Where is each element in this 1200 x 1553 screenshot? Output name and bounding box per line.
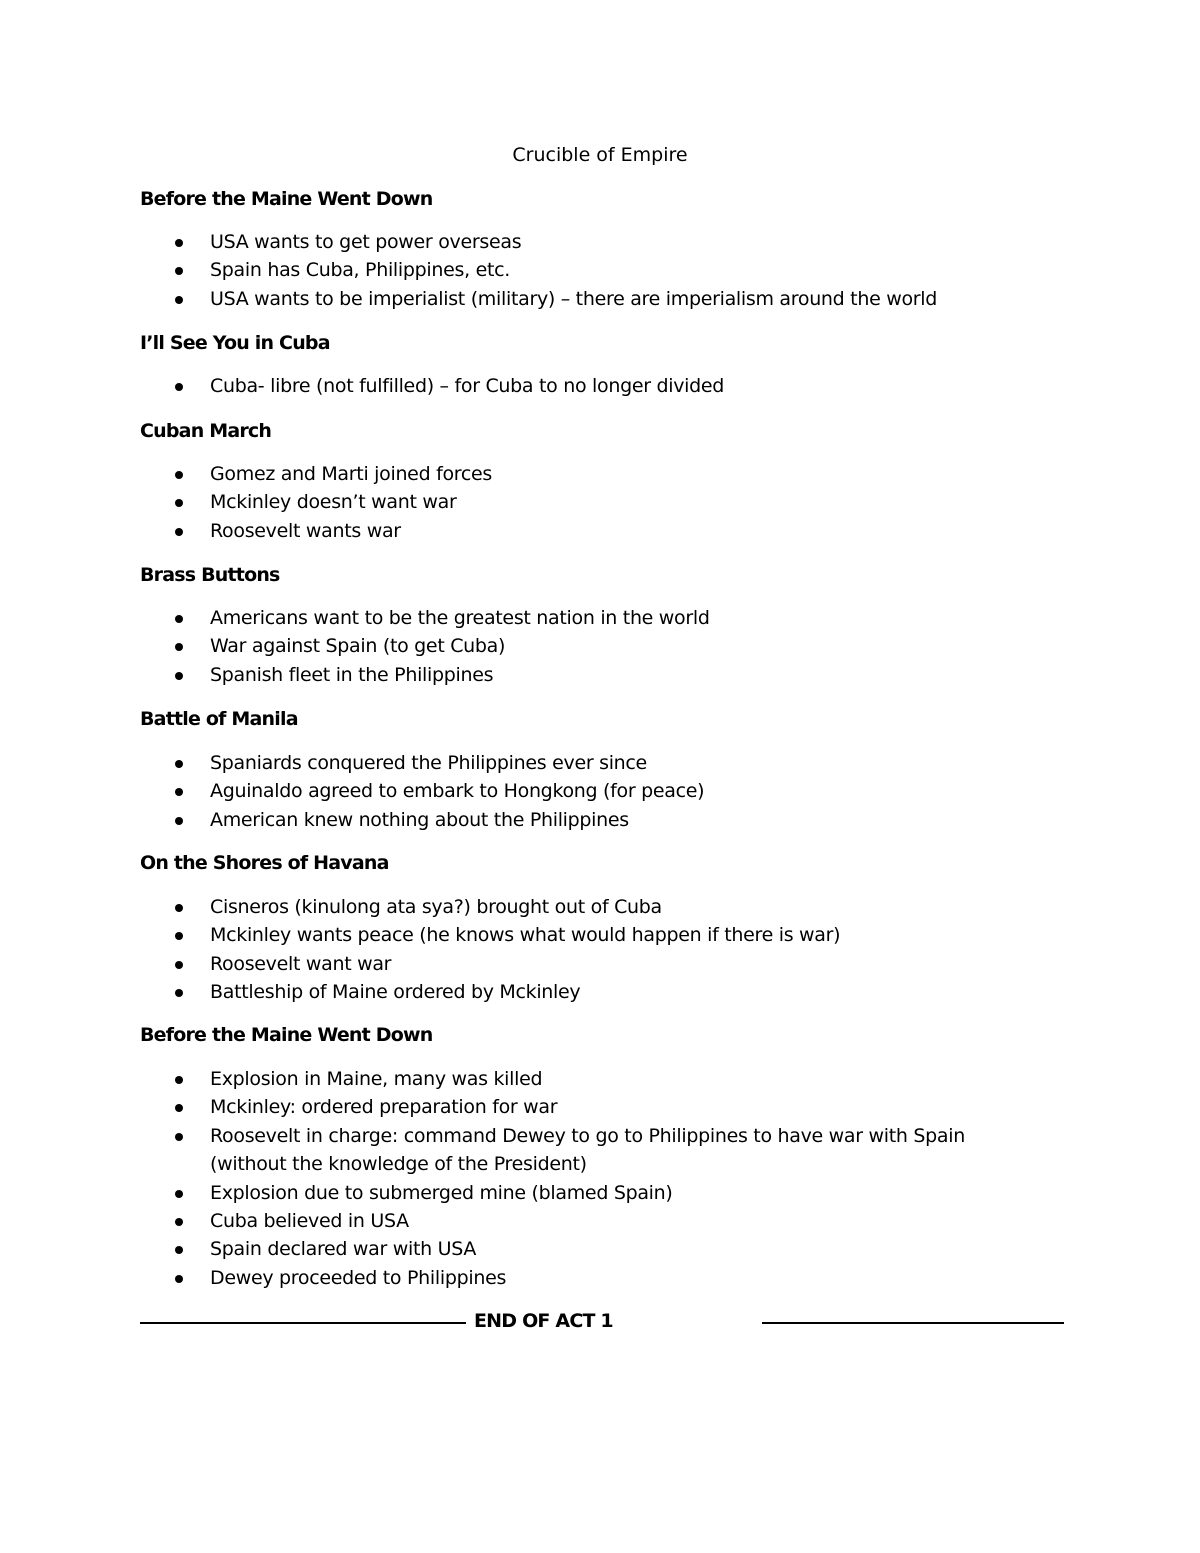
list-item: Mckinley doesn’t want war	[0, 488, 1010, 516]
bullet-icon	[175, 1133, 183, 1141]
bullet-icon	[175, 760, 183, 768]
bullet-icon	[175, 932, 183, 940]
bullet-icon	[175, 1104, 183, 1112]
list-item: Spain declared war with USA	[0, 1235, 1010, 1263]
bullet-icon	[175, 471, 183, 479]
list-item: Spain has Cuba, Philippines, etc.	[0, 256, 1010, 284]
list-item: Mckinley wants peace (he knows what would happen if there is war)	[0, 921, 1010, 949]
bullet-icon	[175, 961, 183, 969]
bullet-icon	[175, 239, 183, 247]
bullet-icon	[175, 1275, 183, 1283]
list-item: American knew nothing about the Philippines	[0, 806, 1010, 834]
bullet-icon	[175, 296, 183, 304]
list-item: War against Spain (to get Cuba)	[0, 632, 1010, 660]
section-list-shores-of-havana	[0, 893, 1200, 1007]
section-list-cuban-march	[0, 460, 1200, 545]
bullet-icon	[175, 788, 183, 796]
bullet-icon	[175, 1190, 183, 1198]
end-of-act-divider	[140, 1308, 930, 1334]
list-item: Spaniards conquered the Philippines ever since	[0, 749, 1010, 777]
bullet-icon	[175, 267, 183, 275]
list-item: Cisneros (kinulong ata sya?) brought out of Cuba	[0, 893, 1010, 921]
section-heading-battle-of-manila: Battle of Manila	[140, 708, 298, 730]
list-item: Battleship of Maine ordered by Mckinley	[0, 978, 1010, 1006]
list-item: Cuba- libre (not fulfilled) – for Cuba to no longer divided	[0, 372, 1010, 400]
list-item: USA wants to get power overseas	[0, 228, 1010, 256]
bullet-icon	[175, 643, 183, 651]
bullet-icon	[175, 989, 183, 997]
list-item: Explosion due to submerged mine (blamed Spain)	[0, 1179, 1010, 1207]
section-heading-shores-of-havana: On the Shores of Havana	[140, 852, 389, 874]
list-item: Gomez and Marti joined forces	[0, 460, 1010, 488]
divider-rule-right	[762, 1322, 1064, 1324]
section-list-battle-of-manila	[0, 749, 1200, 834]
section-heading-before-maine-2: Before the Maine Went Down	[140, 1024, 433, 1046]
section-list-brass-buttons	[0, 604, 1200, 689]
list-item: USA wants to be imperialist (military) – there are imperialism around the world	[0, 285, 1030, 313]
list-item: Roosevelt wants war	[0, 517, 1010, 545]
list-item: Explosion in Maine, many was killed	[0, 1065, 1010, 1093]
list-item: Cuba believed in USA	[0, 1207, 1010, 1235]
list-item: Roosevelt want war	[0, 950, 1010, 978]
list-item: Aguinaldo agreed to embark to Hongkong (for peace)	[0, 777, 1010, 805]
bullet-icon	[175, 817, 183, 825]
list-item: Dewey proceeded to Philippines	[0, 1264, 1010, 1292]
bullet-icon	[175, 383, 183, 391]
section-heading-see-you-in-cuba: I’ll See You in Cuba	[140, 332, 330, 354]
section-list-see-you-in-cuba	[0, 372, 1200, 400]
section-list-before-maine	[0, 228, 1200, 313]
end-of-act-label: END OF ACT 1	[474, 1310, 613, 1332]
document-title: Crucible of Empire	[512, 144, 688, 166]
list-item: Mckinley: ordered preparation for war	[0, 1093, 1010, 1121]
bullet-icon	[175, 615, 183, 623]
bullet-icon	[175, 1218, 183, 1226]
list-item: Spanish fleet in the Philippines	[0, 661, 1010, 689]
divider-rule-left	[140, 1322, 466, 1324]
section-heading-cuban-march: Cuban March	[140, 420, 272, 442]
bullet-icon	[175, 1246, 183, 1254]
section-heading-before-maine: Before the Maine Went Down	[140, 188, 433, 210]
bullet-icon	[175, 904, 183, 912]
bullet-icon	[175, 672, 183, 680]
bullet-icon	[175, 528, 183, 536]
list-item: Roosevelt in charge: command Dewey to go to Philippines to have war with Spain (without the knowledge of the President)	[0, 1122, 1010, 1179]
bullet-icon	[175, 1076, 183, 1084]
section-heading-brass-buttons: Brass Buttons	[140, 564, 280, 586]
bullet-icon	[175, 499, 183, 507]
section-list-before-maine-2	[0, 1065, 1200, 1292]
list-item: Americans want to be the greatest nation in the world	[0, 604, 1010, 632]
